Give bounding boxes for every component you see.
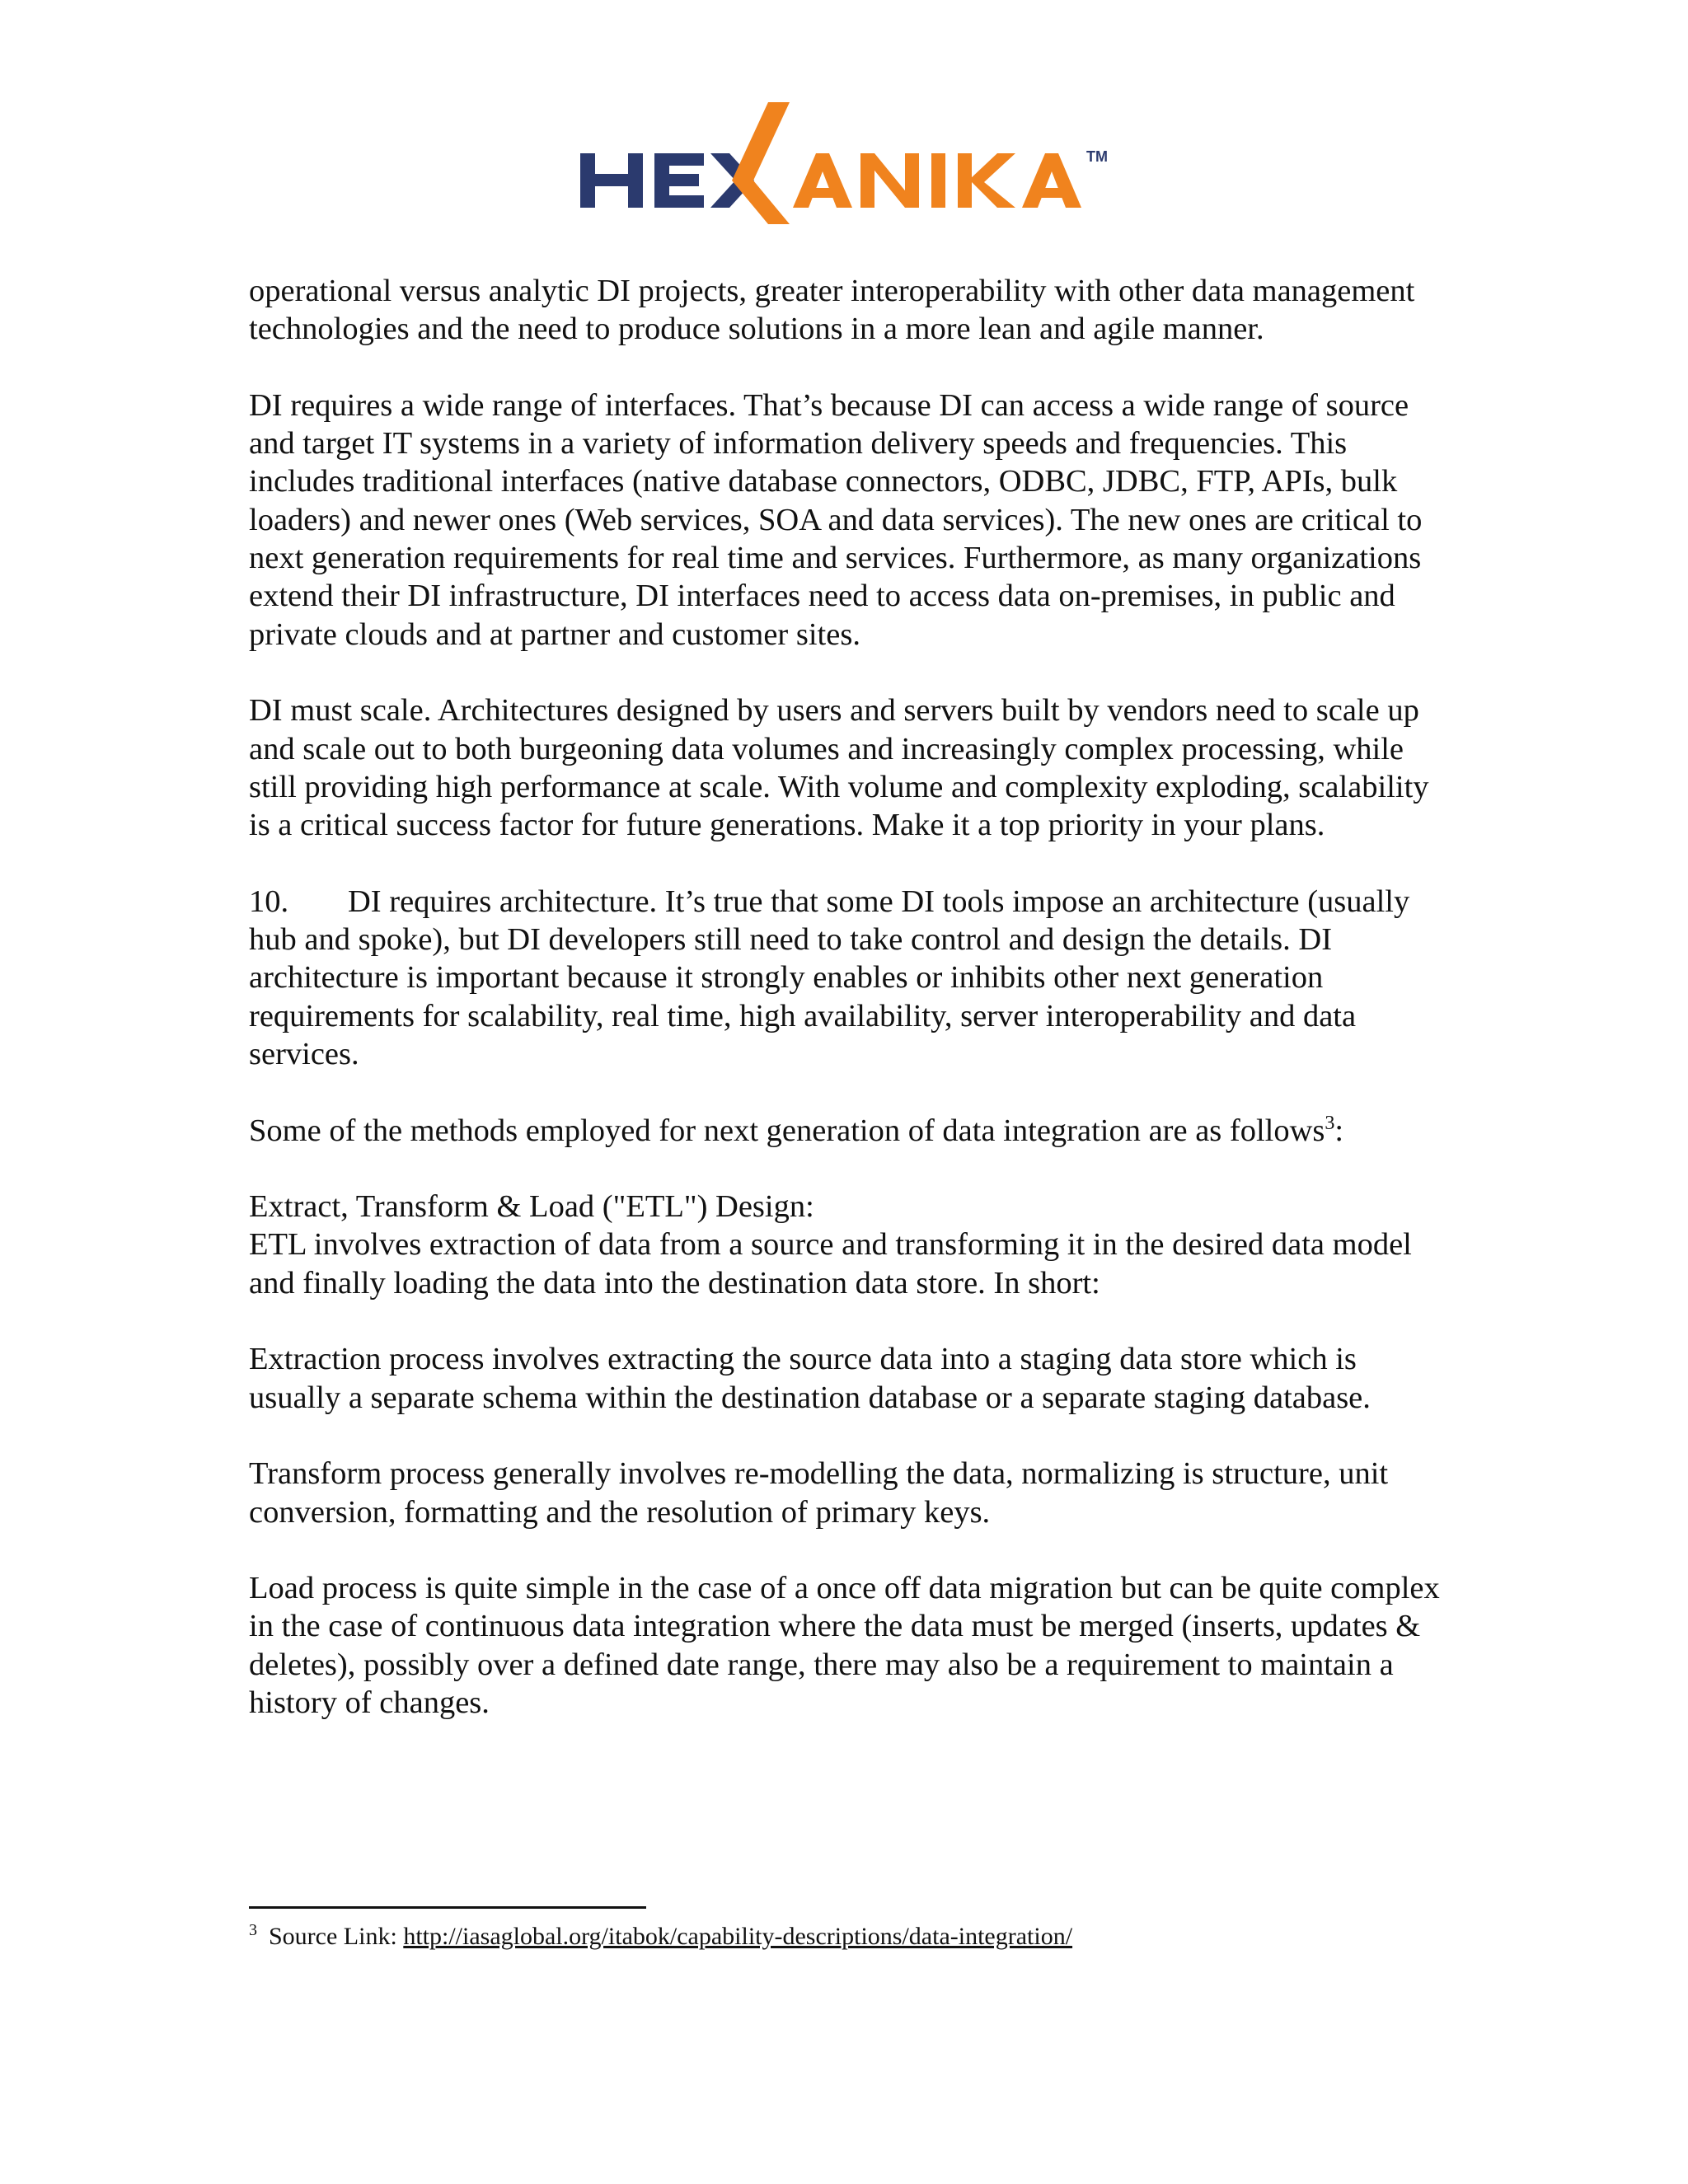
document-body bbox=[249, 272, 1452, 1760]
etl-heading: Extract, Transform & Load ("ETL") Design: bbox=[249, 1189, 814, 1225]
footnote bbox=[249, 1920, 1452, 1953]
paragraph-interop: operational versus analytic DI projects, greater interoperability with other data management technologies and the need to produce solutions in a more lean and agile manner. bbox=[249, 274, 1415, 347]
item-text: DI requires architecture. It’s true that some DI tools impose an architecture (usually hub and spoke), but DI developers still need to take control and design the details. DI architecture is important because it strongly enables or inhibits other next generation requirements for scalability, real time, high availability, server interoperability and data services. bbox=[249, 883, 1410, 1071]
etl-intro: ETL involves extraction of data from a source and transforming it in the desired data model and finally loading the data into the destination data store. In short: bbox=[249, 1227, 1412, 1301]
footnote-divider bbox=[249, 1906, 646, 1909]
methods-intro bbox=[249, 1112, 1452, 1150]
methods-intro-suffix: : bbox=[1334, 1113, 1344, 1148]
etl-transform: Transform process generally involves re-modelling the data, normalizing is structure, unit conversion, formatting and the resolution of primary keys. bbox=[249, 1456, 1389, 1530]
paragraph-scale: DI must scale. Architectures designed by users and servers built by vendors need to scale up and scale out to both burgeoning data volumes and increasingly complex processing, while still providing high performance at scale. With volume and complexity exploding, scalability is a critical success factor for future generations. Make it a top priority in your plans. bbox=[249, 693, 1429, 843]
paragraph-interfaces: DI requires a wide range of interfaces. That’s because DI can access a wide range of source and target IT systems in a variety of information delivery speeds and frequencies. This includes traditional interfaces (native database connectors, ODBC, JDBC, FTP, APIs, bulk loaders) and newer ones (Web services, SOA and data services). The new ones are critical to next generation requirements for real time and services. Furthermore, as many organizations extend their DI infrastructure, DI interfaces need to access data on-premises, in public and private clouds and at partner and customer sites. bbox=[249, 387, 1423, 652]
footnote-label: Source Link: bbox=[269, 1923, 404, 1950]
footnote-reference[interactable]: 3 bbox=[1325, 1112, 1335, 1134]
trademark-mark: TM bbox=[1086, 148, 1108, 165]
source-link[interactable]: http://iasaglobal.org/itabok/capability-descriptions/data-integration/ bbox=[403, 1923, 1073, 1950]
item-number: 10. bbox=[249, 883, 289, 919]
etl-load: Load process is quite simple in the case of a once off data migration but can be quite complex in the case of continuous data integration where the data must be merged (inserts, updates & deletes), possibly over a defined date range, there may also be a requirement to maintain a history of changes. bbox=[249, 1571, 1440, 1720]
footnote-number: 3 bbox=[249, 1921, 257, 1939]
etl-extraction: Extraction process involves extracting the source data into a staging data store which is usually a separate schema within the destination database or a separate staging database. bbox=[249, 1342, 1371, 1415]
numbered-item-architecture bbox=[249, 883, 1452, 1073]
hexanika-logo bbox=[577, 97, 1121, 229]
methods-intro-text: Some of the methods employed for next generation of data integration are as follows bbox=[249, 1113, 1325, 1148]
